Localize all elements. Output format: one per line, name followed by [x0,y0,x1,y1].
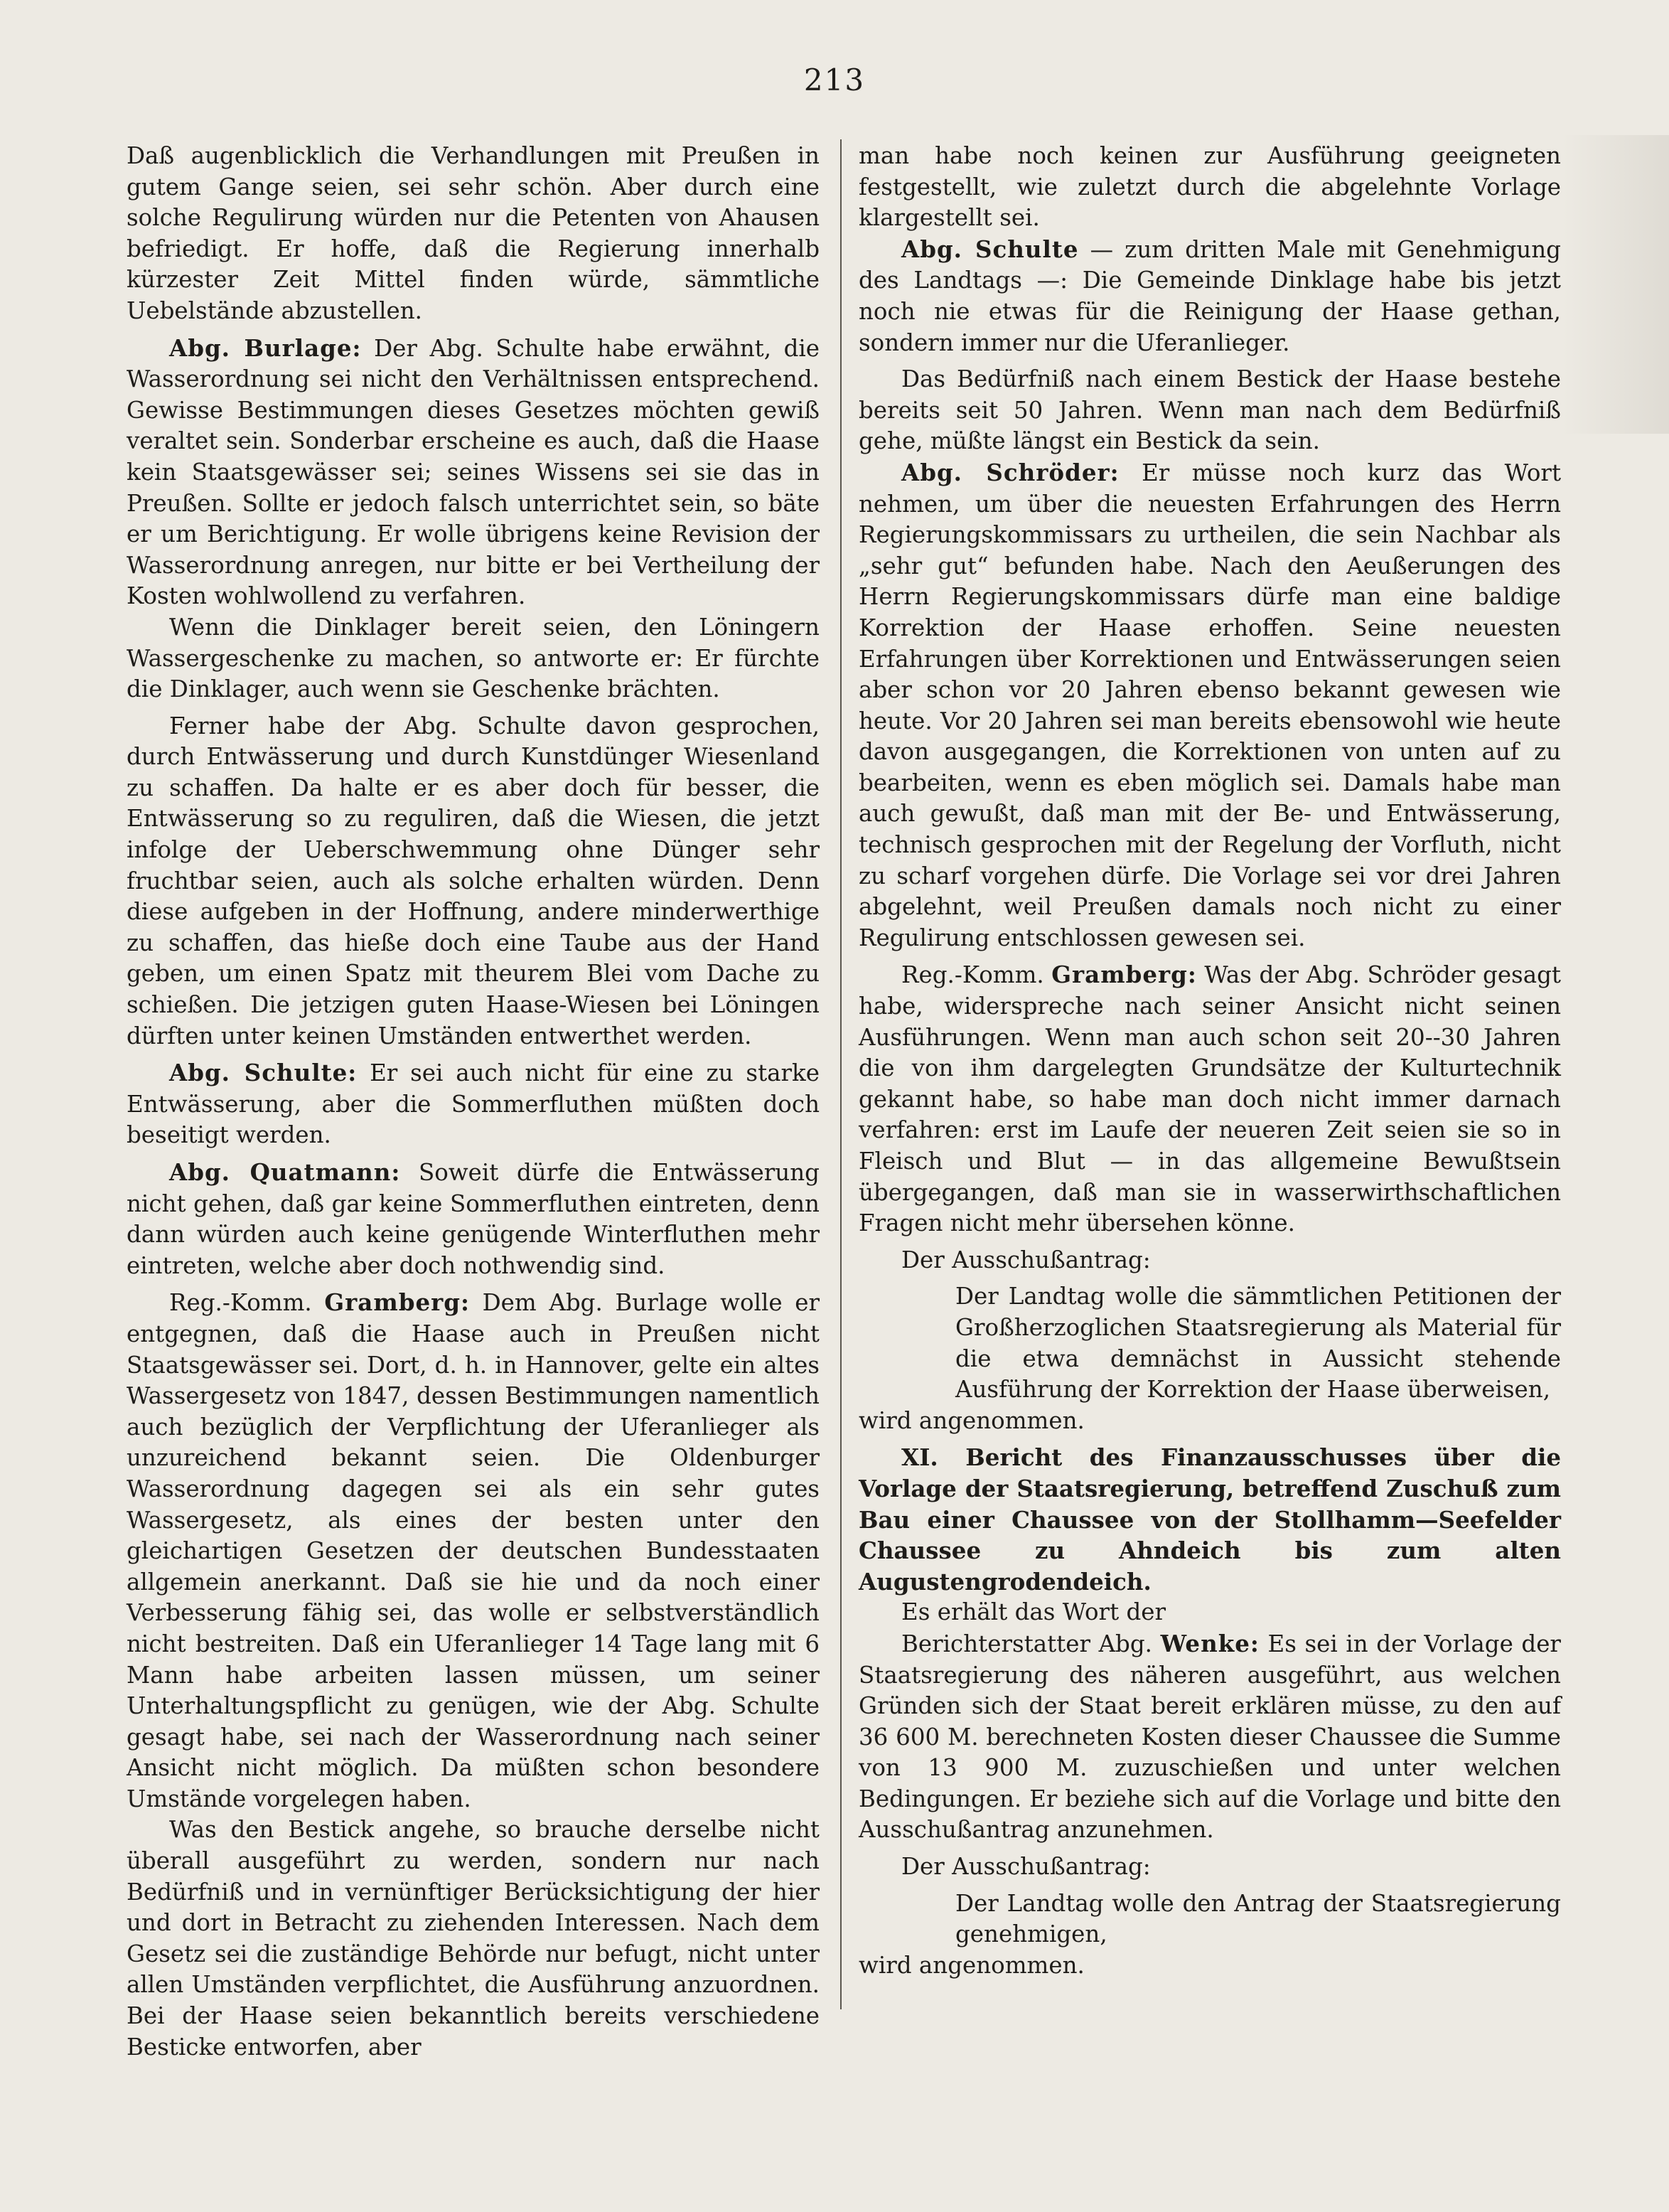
motion-result: wird angenommen. [859,1951,1085,1979]
speaker-name: Gramberg: [1051,961,1197,989]
page-number: 213 [803,63,866,97]
paragraph: Das Bedürfniß nach einem Bestick der Haase bestehe bereits seit 50 Jahren. Wenn man nach dem Bedürfniß gehe, müßte längst ein Bestick da sein. [859,365,1561,455]
paragraph: Ferner habe der Abg. Schulte davon gesprochen, durch Entwässerung und durch Kunstdünger Wiesenland zu schaffen. Da halte er es aber doch für besser, die Entwässerung so zu reguliren, daß die Wiesen, die jetzt infolge der Ueberschwemmung ohne Dünger sehr fruchtbar seien, auch als solche erhalten würden. Denn diese aufgeben in der Hoffnung, andere minderwerthige zu schaffen, das hieße doch eine Taube aus der Hand geben, um einen Spatz mit theurem Blei vom Dache zu schießen. Die jetzigen guten Haase-Wiesen bei Löningen dürften unter keinen Umständen entwerthet werden. [127,712,820,1049]
speech-text: Es sei in der Vorlage der Staatsregierung des näheren ausgeführt, aus welchen Gründen sich der Staat bereit erklären müsse, zu den auf 36 600 M. berechneten Kosten dieser Chaussee die Summe von 13 900 M. zuzuschießen und unter welchen Bedingungen. Er beziehe sich auf die Vorlage und bitte den Ausschußantrag anzunehmen. [859,1630,1561,1844]
motion-text: Der Landtag wolle die sämmtlichen Petitionen der Großherzoglichen Staatsregierung als Material für die etwa demnächst in Aussicht stehende Ausführung der Korrektion der Haase überweisen, [955,1283,1561,1404]
paragraph: Es erhält das Wort der [901,1598,1166,1626]
paragraph [859,959,1561,1239]
paragraph [859,457,1561,954]
speech-text: Dem Abg. Burlage wolle er entgegnen, daß die Haase auch in Preußen nicht Staatsgewässer sei. Dort, d. h. in Hannover, gelte ein altes Wassergesetz von 1847, dessen Bestimmungen namentlich auch bezüglich der Verpflichtung der Uferanlieger als unzureichend bekannt seien. Die Oldenburger Wasserordnung dagegen sei als ein sehr gutes Wassergesetz, als eines der besten unter den gleichartigen Gesetzen der deutschen Bundesstaaten allgemein anerkannt. Daß sie hie und da noch einer Verbesserung fähig sei, das wolle er selbstverständlich nicht bestreiten. Daß ein Uferanlieger 14 Tage lang mit 6 Mann habe arbeiten lassen müssen, um seiner Unterhaltungspflicht zu genügen, wie der Abg. Schulte gesagt habe, sei nach der Wasserordnung nach seiner Ansicht nicht möglich. Da müßten schon besondere Umstände vorgelegen haben. [127,1289,820,1812]
motion-result: wird angenommen. [859,1406,1085,1434]
paragraph [859,1628,1561,1846]
motion-label: Der Ausschußantrag: [901,1246,1151,1273]
left-column [127,141,820,2063]
speech-text: Er müsse noch kurz das Wort nehmen, um über die neuesten Erfahrungen des Herrn Regierungskommissars zu urtheilen, die sein Nachbar als „sehr gut“ befunden habe. Nach den Aeußerungen des Herrn Regierungskommissars dürfe man eine baldige Korrektion der Haase erhoffen. Seine neuesten Erfahrungen über Korrektionen und Entwässerungen seien aber schon vor 20 Jahren ebenso bekannt gewesen wie heute. Vor 20 Jahren sei man bereits ebensowohl wie heute davon ausgegangen, die Korrektionen von unten auf zu bearbeiten, wenn es eben möglich sei. Damals habe man auch gewußt, daß man mit der Be- und Entwässerung, technisch gesprochen mit der Regelung der Vorfluth, nicht zu scharf vorgehen dürfe. Die Vorlage sei vor drei Jahren abgelehnt, weil Preußen damals noch nicht zu einer Regulirung entschlossen gewesen sei. [859,459,1562,951]
speaker-name: Gramberg: [324,1288,470,1317]
column-divider [840,139,842,2009]
paragraph [127,333,820,612]
paragraph [127,1287,820,1815]
right-column [859,141,1561,1981]
speech-text: Er sei auch nicht für eine zu starke Entwässerung, aber die Sommerfluthen müßten doch beseitigt werden. [127,1059,820,1149]
paragraph: Was den Bestick angehe, so brauche derselbe nicht überall ausgeführt zu werden, sondern nur nach Bedürfniß und in vernünftiger Berücksichtigung der hier und dort in Betracht zu ziehenden Interessen. Nach dem Gesetz sei die zuständige Behörde nur befugt, nicht unter allen Umständen verpflichtet, die Ausführung anzuordnen. Bei der Haase seien bekanntlich bereits verschiedene Besticke entworfen, aber [127,1816,820,2061]
motion-text: Der Landtag wolle den Antrag der Staatsregierung genehmigen, [955,1889,1561,1948]
speech-text: Was der Abg. Schröder gesagt habe, widerspreche nach seiner Ansicht nicht seinen Ausführungen. Wenn man auch schon seit 20--30 Jahren die von ihm dargelegten Grundsätze der Kulturtechnik gekannt habe, so habe man doch nicht immer darnach verfahren: erst im Laufe der neueren Zeit seien sie so in Fleisch und Blut — in das allgemeine Bewußtsein übergegangen, daß man sie in wasserwirthschaftlichen Fragen nicht mehr übersehen könne. [859,961,1561,1237]
speaker-name: Abg. Schulte: [169,1059,358,1087]
motion-label: Der Ausschußantrag: [901,1853,1151,1881]
speaker-name: Abg. Schröder: [901,458,1120,486]
speaker-name: Abg. Schulte [901,235,1079,263]
speaker-name: Abg. Quatmann: [169,1158,401,1186]
speech-text: Der Abg. Schulte habe erwähnt, die Wasserordnung sei nicht den Verhältnissen entsprechend. Gewisse Bestimmungen dieses Gesetzes möchten gewiß veraltet sein. Sonderbar erscheine es auch, daß die Haase kein Staatsgewässer sei; seines Wissens sei sie das in Preußen. Sollte er jedoch falsch unterrichtet sein, so bäte er um Berichtigung. Er wolle übrigens keine Revision der Wasserordnung anregen, nur bitte er bei Vertheilung der Kosten wohlwollend zu verfahren. [127,334,820,610]
paragraph: Wenn die Dinklager bereit seien, den Löningern Wassergeschenke zu machen, so antworte er: Er fürchte die Dinklager, auch wenn sie Geschenke brächten. [127,613,820,703]
scan-bleed-through [1562,135,1669,434]
speaker-prefix: Reg.-Komm. [169,1289,312,1317]
section-heading: XI. Bericht des Finanzausschusses über die Vorlage der Staatsregierung, betreffend Zuschuß zum Bau einer Chaussee von der Stollhamm—Seefelder Chaussee zu Ahndeich bis zum alten Augustengrodendeich. [859,1443,1561,1596]
speaker-name: Abg. Burlage: [169,333,362,362]
paragraph: Daß augenblicklich die Verhandlungen mit Preußen in gutem Gange seien, sei sehr schön. Aber durch eine solche Regulirung würden nur die Petenten von Ahausen befriedigt. Er hoffe, daß die Regierung innerhalb kürzester Zeit Mittel finden würde, sämmtliche Uebelstände abzustellen. [127,142,820,324]
paragraph [859,234,1561,358]
speaker-note: — zum dritten Male mit Genehmigung des Landtags —: [859,235,1561,294]
speaker-prefix: Berichterstatter Abg. [901,1630,1152,1657]
paragraph: man habe noch keinen zur Ausführung geeigneten festgestellt, wie zuletzt durch die abgelehnte Vorlage klargestellt sei. [859,142,1561,232]
paragraph [127,1157,820,1281]
speaker-prefix: Reg.-Komm. [901,961,1044,989]
paragraph [127,1057,820,1151]
speaker-name: Wenke: [1160,1629,1260,1657]
speech-text: Die Gemeinde Dinklage habe bis jetzt noch nie etwas für die Reinigung der Haase gethan, sondern immer nur die Uferanlieger. [859,267,1561,356]
speech-text: Soweit dürfe die Entwässerung nicht gehen, daß gar keine Sommerfluthen eintreten, denn dann würden auch keine genügende Winterfluthen mehr eintreten, welche aber doch nothwendig sind. [127,1159,820,1279]
